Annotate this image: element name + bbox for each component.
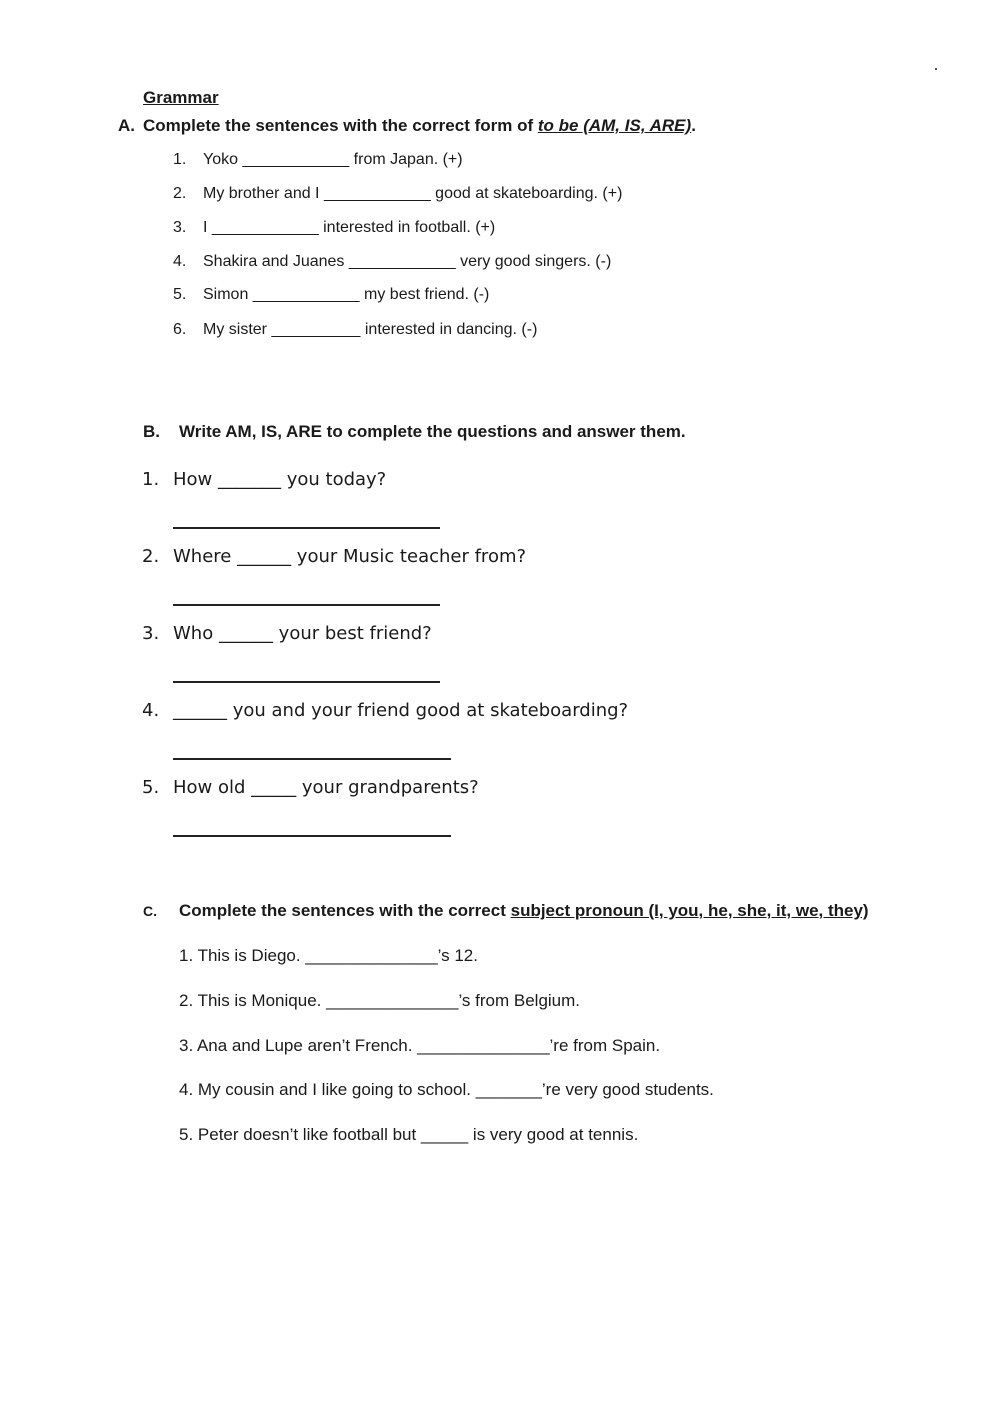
item-number: 3. — [173, 219, 187, 236]
section-c-underlined: subject pronoun (I, you, he, she, it, we, they) — [510, 901, 869, 920]
page-title: Grammar — [143, 88, 219, 107]
section-a-item — [173, 286, 489, 304]
item-number: 1. — [142, 469, 160, 490]
answer-line[interactable] — [173, 758, 451, 760]
section-a-item — [173, 321, 537, 339]
answer-line[interactable] — [173, 681, 440, 683]
section-b-question — [142, 546, 526, 567]
item-text: Where ______ your Music teacher from? — [173, 546, 527, 567]
item-number: 1. — [173, 151, 187, 168]
section-b-heading — [143, 422, 686, 442]
item-number: 3. — [142, 623, 160, 644]
item-text: How old _____ your grandparents? — [173, 777, 479, 798]
section-a-item — [173, 219, 495, 237]
section-c-item: 2. This is Monique. ______________’s from Belgium. — [179, 991, 581, 1010]
item-number: 2. — [173, 185, 187, 202]
item-text: How _______ you today? — [173, 469, 387, 490]
section-c-item: 4. My cousin and I like going to school. _______’re very good students. — [179, 1080, 714, 1099]
item-text: My sister __________ interested in dancing. (-) — [203, 321, 538, 338]
item-text: ______ you and your friend good at skateboarding? — [173, 700, 629, 721]
section-c-instruction: Complete the sentences with the correct — [179, 901, 506, 920]
section-a-emphasis: to be (AM, IS, ARE) — [537, 116, 692, 135]
section-a-item — [173, 253, 611, 271]
section-c-item: 5. Peter doesn’t like football but _____ is very good at tennis. — [179, 1125, 639, 1144]
section-b-question — [142, 700, 628, 721]
item-text: Shakira and Juanes ____________ very good singers. (-) — [203, 253, 612, 270]
section-a-instruction: Complete the sentences with the correct form of — [143, 116, 534, 135]
section-a-item — [173, 185, 622, 203]
section-b-question — [142, 623, 432, 644]
item-number: 4. — [173, 253, 187, 270]
item-number: 6. — [173, 321, 187, 338]
section-c-item: 3. Ana and Lupe aren’t French. ______________’re from Spain. — [179, 1036, 661, 1055]
item-text: Yoko ____________ from Japan. (+) — [203, 151, 463, 168]
section-c-heading — [143, 901, 869, 921]
item-number: 4. — [142, 700, 160, 721]
section-b-question — [142, 469, 386, 490]
answer-line[interactable] — [173, 527, 440, 529]
section-a-label: A. — [118, 116, 135, 135]
item-text: I ____________ interested in football. (+) — [203, 219, 496, 236]
stray-dot — [935, 68, 937, 70]
section-b-instruction: Write AM, IS, ARE to complete the questions and answer them. — [179, 422, 686, 441]
item-number: 2. — [142, 546, 160, 567]
answer-line[interactable] — [173, 604, 440, 606]
section-c-label: C. — [143, 903, 157, 919]
item-number: 5. — [173, 286, 187, 303]
section-b-question — [142, 777, 479, 798]
section-a-heading — [118, 116, 696, 136]
section-c-item: 1. This is Diego. ______________’s 12. — [179, 946, 478, 965]
item-text: My brother and I ____________ good at skateboarding. (+) — [203, 185, 623, 202]
section-b-label: B. — [143, 422, 160, 441]
item-number: 5. — [142, 777, 160, 798]
section-a-item — [173, 151, 463, 169]
item-text: Simon ____________ my best friend. (-) — [203, 286, 490, 303]
item-text: Who ______ your best friend? — [173, 623, 432, 644]
section-a-period: . — [691, 116, 696, 135]
answer-line[interactable] — [173, 835, 451, 837]
